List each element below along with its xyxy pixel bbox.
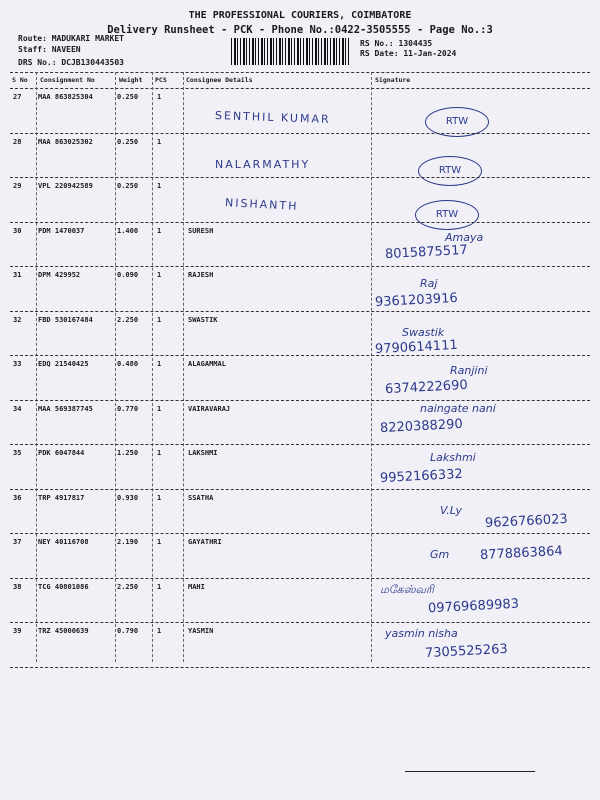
row-sno: 27 bbox=[13, 93, 22, 101]
row-phone-signature: 8778863864 bbox=[479, 543, 564, 564]
row-divider bbox=[10, 444, 590, 445]
row-signature: மகேஸ்வரி bbox=[380, 582, 434, 596]
row-pcs: 1 bbox=[157, 93, 162, 101]
row-sno: 37 bbox=[13, 538, 22, 546]
row-divider bbox=[10, 133, 590, 134]
row-consignment: TCG 40801086 bbox=[38, 582, 89, 591]
row-weight: 0.090 bbox=[117, 271, 139, 279]
row-weight: 0.250 bbox=[117, 93, 139, 101]
row-consignment: MAA 569387745 bbox=[38, 404, 93, 413]
row-signature: Ranjini bbox=[450, 364, 488, 377]
row-consignee: LAKSHMI bbox=[188, 449, 218, 457]
row-signature: Raj bbox=[420, 277, 438, 290]
row-weight: 0.480 bbox=[117, 360, 139, 368]
row-weight: 0.250 bbox=[117, 182, 139, 190]
row-weight: 1.250 bbox=[117, 449, 139, 457]
header-top-rule bbox=[10, 72, 590, 73]
row-signature: Amaya bbox=[445, 230, 484, 244]
row-pcs: 1 bbox=[157, 315, 162, 324]
row-handwritten-name: NISHANTH bbox=[224, 196, 299, 213]
row-divider bbox=[10, 667, 590, 668]
row-rtw-stamp: RTW bbox=[415, 200, 479, 230]
staff-label: Staff: NAVEEN bbox=[18, 45, 81, 54]
company-name: THE PROFESSIONAL COURIERS, COIMBATORE bbox=[188, 10, 412, 21]
row-signature: V.Ly bbox=[440, 503, 463, 517]
row-phone-signature: 9952166332 bbox=[379, 466, 464, 487]
row-pcs: 1 bbox=[157, 627, 162, 635]
row-consignment: FBD 530167484 bbox=[38, 315, 93, 324]
col-pcs: PCS bbox=[155, 76, 167, 84]
row-divider bbox=[10, 266, 590, 267]
header-bottom-rule bbox=[10, 88, 590, 89]
row-consignment: VPL 220942589 bbox=[38, 182, 93, 190]
row-phone-signature: 09769689983 bbox=[427, 596, 520, 616]
row-weight: 0.790 bbox=[117, 627, 139, 635]
row-sno: 28 bbox=[13, 137, 22, 146]
row-consignee: YASMIN bbox=[188, 627, 214, 635]
row-pcs: 1 bbox=[157, 449, 162, 457]
rs-number: RS No.: 1304435 bbox=[360, 39, 433, 48]
barcode bbox=[231, 38, 351, 65]
row-consignee: SWASTIK bbox=[188, 315, 218, 324]
rs-date: RS Date: 11-Jan-2024 bbox=[360, 49, 457, 58]
row-consignment: TRP 4917817 bbox=[38, 493, 85, 502]
row-sno: 33 bbox=[13, 360, 22, 368]
row-phone-signature: 9626766023 bbox=[484, 511, 569, 531]
row-signature: naingate nani bbox=[420, 401, 496, 415]
row-consignment: PDK 6047844 bbox=[38, 449, 85, 457]
row-sno: 35 bbox=[13, 449, 22, 457]
row-pcs: 1 bbox=[157, 404, 162, 413]
row-weight: 1.400 bbox=[117, 226, 139, 235]
footer-line bbox=[405, 771, 535, 772]
row-sno: 31 bbox=[13, 271, 22, 279]
column-divider bbox=[115, 72, 116, 662]
row-consignee: RAJESH bbox=[188, 271, 214, 279]
row-pcs: 1 bbox=[157, 182, 162, 190]
row-phone-signature: 9361203916 bbox=[374, 290, 459, 311]
row-divider bbox=[10, 222, 590, 223]
row-sno: 29 bbox=[13, 182, 22, 190]
row-consignee: SSATHA bbox=[188, 493, 214, 502]
row-consignee: GAYATHRI bbox=[188, 538, 222, 546]
row-consignment: PDM 1470037 bbox=[38, 226, 85, 235]
row-pcs: 1 bbox=[157, 137, 162, 146]
row-pcs: 1 bbox=[157, 360, 162, 368]
row-handwritten-name: NALARMATHY bbox=[215, 157, 311, 171]
row-sno: 34 bbox=[13, 404, 22, 413]
row-pcs: 1 bbox=[157, 271, 162, 279]
row-consignment: EDQ 21540425 bbox=[38, 360, 89, 368]
row-sno: 36 bbox=[13, 493, 22, 502]
row-consignment: DPM 429952 bbox=[38, 271, 81, 279]
row-sno: 30 bbox=[13, 226, 22, 235]
row-signature: yasmin nisha bbox=[385, 627, 458, 640]
row-handwritten-name: SENTHIL KUMAR bbox=[214, 108, 331, 127]
row-consignment: MAA 863025302 bbox=[38, 137, 93, 146]
row-divider bbox=[10, 622, 590, 623]
col-consignment: Consignment No bbox=[40, 76, 95, 84]
row-consignee: ALAGAMMAL bbox=[188, 360, 226, 368]
runsheet-title: Delivery Runsheet - PCK - Phone No.:0422-3505555 - Page No.:3 bbox=[107, 24, 493, 36]
row-phone-signature: 9790614111 bbox=[374, 337, 459, 357]
row-divider bbox=[10, 489, 590, 490]
row-phone-signature: 8015875517 bbox=[384, 242, 469, 262]
col-weight: Weight bbox=[119, 76, 143, 84]
row-divider bbox=[10, 578, 590, 579]
column-divider bbox=[371, 72, 372, 662]
row-divider bbox=[10, 177, 590, 178]
row-signature: Swastik bbox=[402, 325, 445, 339]
row-pcs: 1 bbox=[157, 493, 162, 502]
row-pcs: 1 bbox=[157, 226, 162, 235]
row-consignment: NEY 40116708 bbox=[38, 538, 89, 546]
row-weight: 2.190 bbox=[117, 538, 139, 546]
row-sno: 38 bbox=[13, 582, 22, 591]
row-divider bbox=[10, 355, 590, 356]
row-sno: 32 bbox=[13, 315, 22, 324]
row-consignment: TRZ 45000639 bbox=[38, 627, 89, 635]
row-consignee: MAHI bbox=[188, 582, 205, 591]
drs-label: DRS No.: DCJB130443503 bbox=[18, 58, 124, 67]
col-consignee: Consignee Details bbox=[186, 76, 253, 84]
row-weight: 2.250 bbox=[117, 315, 139, 324]
row-weight: 0.930 bbox=[117, 493, 139, 502]
row-pcs: 1 bbox=[157, 538, 162, 546]
column-divider bbox=[36, 72, 37, 662]
row-consignee: SURESH bbox=[188, 226, 214, 235]
column-divider bbox=[152, 72, 153, 662]
row-divider bbox=[10, 533, 590, 534]
row-pcs: 1 bbox=[157, 582, 162, 591]
row-weight: 2.250 bbox=[117, 582, 139, 591]
row-rtw-stamp: RTW bbox=[425, 107, 489, 137]
row-weight: 0.250 bbox=[117, 137, 139, 146]
row-consignment: MAA 863825304 bbox=[38, 93, 93, 101]
column-divider bbox=[183, 72, 184, 662]
row-consignee: VAIRAVARAJ bbox=[188, 404, 231, 413]
row-weight: 0.770 bbox=[117, 404, 139, 413]
row-divider bbox=[10, 311, 590, 312]
row-signature: Gm bbox=[430, 548, 450, 561]
row-phone-signature: 6374222690 bbox=[384, 377, 469, 398]
row-rtw-stamp: RTW bbox=[418, 156, 482, 186]
col-signature: Signature bbox=[375, 76, 411, 84]
row-divider bbox=[10, 400, 590, 401]
row-phone-signature: 7305525263 bbox=[424, 641, 509, 662]
row-sno: 39 bbox=[13, 627, 22, 635]
route-label: Route: MADUKARI MARKET bbox=[18, 34, 124, 43]
col-sno: S No bbox=[12, 76, 28, 84]
row-phone-signature: 8220388290 bbox=[379, 416, 464, 436]
row-signature: Lakshmi bbox=[430, 451, 476, 464]
